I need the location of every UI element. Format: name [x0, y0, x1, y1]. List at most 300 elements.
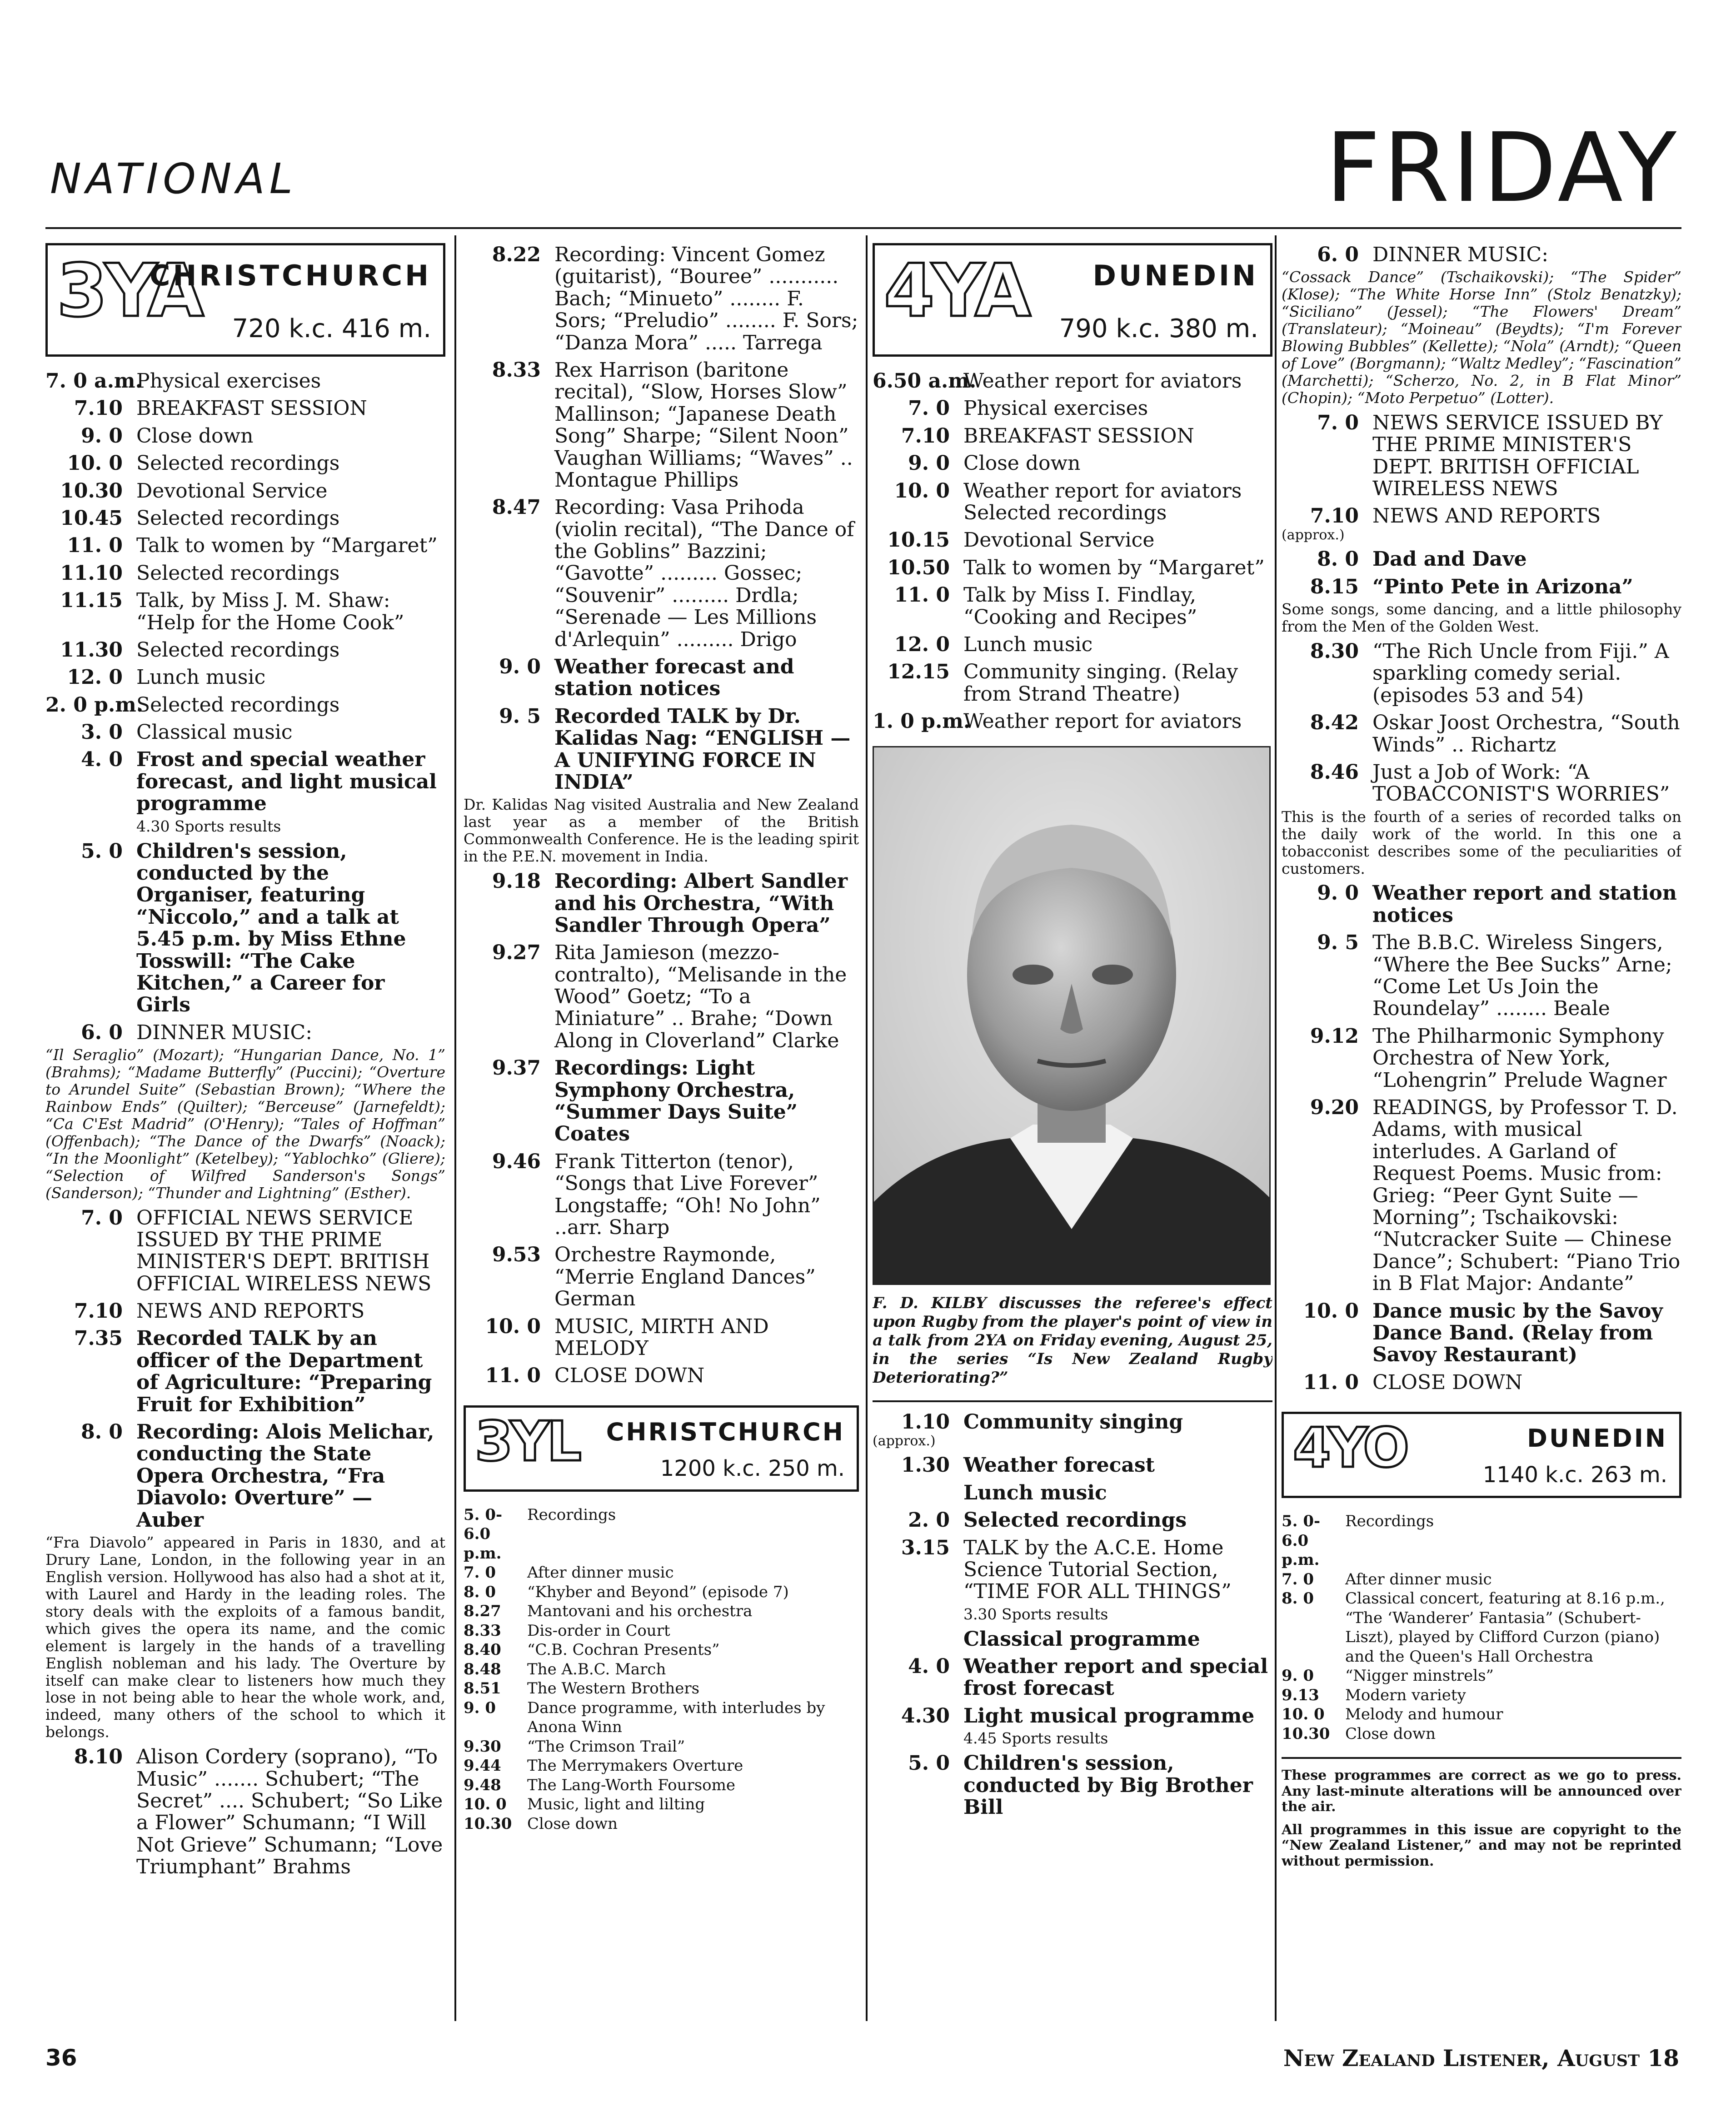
portrait-photo — [873, 746, 1271, 1285]
programme-title: Recordings — [1345, 1512, 1434, 1531]
programme-title: Classical music — [136, 721, 293, 744]
column-3ya — [45, 239, 445, 2011]
programme-title: Community singing — [963, 1410, 1183, 1434]
programme-entry — [464, 1814, 859, 1834]
programme-time: 7. 0 — [1282, 1570, 1314, 1588]
programme-title: Selected recordings — [136, 693, 340, 717]
programme-title: Lunch music — [963, 1481, 1107, 1504]
programme-entry — [1282, 1512, 1681, 1570]
programme-title: “C.B. Cochran Presents” — [527, 1641, 720, 1659]
programme-entry — [873, 1537, 1272, 1603]
station-call-sign: 4YA — [884, 248, 1028, 333]
programme-time: 9. 0 — [1317, 881, 1359, 905]
programme-time: 1.30 — [901, 1454, 950, 1477]
programme-title: Recording: Vincent Gomez (guitarist), “Bouree” ........... Bach; “Minueto” ........ F. Sors; “Preludio” ........ F. Sors; “Danza Mora” ..... Tarrega — [554, 243, 858, 354]
programme-time: 9.46 — [492, 1150, 541, 1173]
programme-entry — [464, 244, 859, 354]
programme-title: Talk, by Miss J. M. Shaw: “Help for the Home Cook” — [136, 589, 404, 634]
programme-time: 6.50 a.m. — [873, 369, 977, 393]
programme-time: 7. 0 — [908, 397, 950, 420]
programme-title: Close down — [1345, 1724, 1436, 1743]
programme-title: Weather report and station notices — [1372, 881, 1677, 927]
programme-entry — [873, 1752, 1272, 1818]
programme-time: 2. 0 — [908, 1509, 950, 1532]
section-rule — [1282, 1757, 1681, 1759]
programme-time: 8.42 — [1310, 711, 1359, 735]
programme-time: 9.12 — [1310, 1024, 1359, 1048]
programme-title: Mantovani and his orchestra — [527, 1602, 753, 1621]
section-label: NATIONAL — [50, 154, 297, 203]
programme-entry — [464, 1057, 859, 1145]
programme-time: 12. 0 — [67, 666, 123, 689]
programme-title: Close down — [963, 452, 1081, 475]
programme-entry — [464, 1679, 859, 1698]
programme-time: 7.10 — [901, 424, 950, 448]
programme-entry — [1282, 932, 1681, 1020]
programme-entry — [464, 1583, 859, 1602]
programme-title: Weather report and special frost forecast — [963, 1655, 1268, 1700]
station-box-4yo — [1282, 1412, 1681, 1498]
programme-entry — [464, 1151, 859, 1239]
programme-time: 8.51 — [464, 1679, 501, 1698]
programme-time: 11. 0 — [1303, 1370, 1359, 1394]
programme-title: Close down — [527, 1814, 618, 1833]
programme-entry — [45, 841, 445, 1016]
station-box-3ya — [45, 243, 445, 357]
programme-title: Physical exercises — [136, 369, 321, 393]
programme-title: MUSIC, MIRTH AND MELODY — [554, 1314, 769, 1360]
programme-entry — [464, 1737, 859, 1757]
programme-note: This is the fourth of a series of recorded talks on the daily work of the world. In this one a tobacconist describes some of the peculiarities of customers. — [1282, 807, 1681, 877]
programme-title: Weather forecast and station notices — [554, 655, 794, 701]
programme-time: 5. 0 — [908, 1752, 950, 1775]
programme-title: Devotional Service — [963, 528, 1155, 552]
programme-list — [873, 370, 1272, 732]
programme-time: 10. 0 — [894, 479, 950, 503]
programme-entry — [464, 1698, 859, 1737]
disclaimer-corrections: These programmes are correct as we go to press. Any last-minute alterations will be announced over the air. — [1282, 1767, 1681, 1815]
programme-time: 11. 0 — [485, 1364, 541, 1388]
programme-title: Frost and special weather forecast, and light musical programme — [136, 748, 437, 816]
portrait-image — [874, 747, 1269, 1284]
programme-time: 9.48 — [464, 1776, 501, 1794]
column-4ya — [873, 239, 1272, 2011]
programme-time: 7. 0 a.m. — [45, 369, 142, 393]
programme-title: CLOSE DOWN — [1372, 1370, 1523, 1394]
sports-results-note: 3.30 Sports results — [963, 1605, 1108, 1623]
programme-time: 2. 0 p.m. — [45, 693, 144, 717]
programme-entry — [1282, 1026, 1681, 1091]
programme-time: 8.48 — [464, 1660, 501, 1678]
programme-time: 11.15 — [60, 589, 123, 612]
programme-time: 12.15 — [887, 660, 950, 684]
programme-time: 1. 0 p.m. — [873, 710, 971, 733]
station-city: DUNEDIN — [1527, 1424, 1667, 1453]
programme-time: 10.15 — [887, 528, 950, 552]
programme-title: Lunch music — [963, 632, 1093, 656]
programme-title: BREAKFAST SESSION — [963, 424, 1194, 448]
programme-title: Light musical programme — [963, 1704, 1255, 1728]
programme-title: Recordings — [527, 1505, 616, 1524]
programme-time: 10.30 — [464, 1814, 512, 1833]
programme-entry — [464, 1563, 859, 1583]
programme-time: 9. 0 — [81, 424, 123, 448]
programme-note: “Fra Diavolo” appeared in Paris in 1830, and at Drury Lane, London, in the following year in an English version. Hollywood has also had a shot at it, with Laurel and Hardy in the leading roles. The story deals with the exploits of a famous bandit, which gives the opera its name, and the comic element is largely in the hands of a travelling English nobleman and his lady. The Overture by itself can make clear to listeners how much they lose in not being able to hear the whole work, and, indeed, many others of the school to which it belongs. — [45, 1533, 445, 1741]
station-call-sign: 4YO — [1293, 1417, 1407, 1480]
programme-entry — [873, 634, 1272, 656]
programme-title: Recording: Albert Sandler and his Orchestra, “With Sandler Through Opera” — [554, 870, 848, 937]
programme-entry — [873, 1628, 1272, 1650]
programme-time: 9. 5 — [1317, 931, 1359, 955]
programme-entry — [464, 871, 859, 936]
programme-entry — [464, 1776, 859, 1795]
programme-title: Recorded TALK by an officer of the Department of Agriculture: “Preparing Fruit for Exhibition” — [136, 1327, 432, 1416]
programme-time: 9.30 — [464, 1737, 501, 1756]
programme-entry — [464, 497, 859, 651]
programme-time: 11. 0 — [67, 534, 123, 558]
programme-title: Recorded TALK by Dr. Kalidas Nag: “ENGLISH — A UNIFYING FORCE IN INDIA” — [554, 704, 851, 794]
programme-title: NEWS AND REPORTS — [1372, 504, 1601, 528]
station-call-sign: 3YL — [475, 1410, 579, 1474]
sports-results-note: 4.45 Sports results — [963, 1729, 1108, 1748]
programme-entry — [873, 711, 1272, 732]
programme-time: 9. 0 — [1282, 1667, 1314, 1685]
station-frequency: 790 k.c. 380 m. — [1059, 314, 1258, 344]
station-box-4ya — [873, 243, 1272, 357]
programme-title: Weather report for aviators — [963, 369, 1242, 393]
programme-title: DINNER MUSIC: — [136, 1021, 313, 1044]
programme-entry — [873, 557, 1272, 579]
programme-title: “The Crimson Trail” — [527, 1737, 685, 1756]
column-divider — [866, 235, 868, 2021]
programme-time: 7. 0 — [81, 1206, 123, 1230]
programme-time: 6. 0 — [81, 1021, 123, 1044]
programme-entry — [1282, 412, 1681, 500]
programme-time: 8.15 — [1310, 575, 1359, 598]
programme-time: 10.30 — [60, 479, 123, 503]
station-call-sign: 3YA — [57, 248, 201, 333]
programme-time: 8.22 — [492, 243, 541, 266]
programme-title: “Pinto Pete in Arizona” — [1372, 575, 1633, 598]
programme-time: 1.10 — [901, 1410, 950, 1434]
programme-entry — [464, 1244, 859, 1310]
programme-title: Weather report for aviators Selected recordings — [963, 479, 1242, 524]
programme-entry — [1282, 244, 1681, 266]
programme-entry — [464, 656, 859, 700]
programme-entry — [45, 667, 445, 688]
programme-time: 7. 0 — [1317, 411, 1359, 434]
programme-entry — [1282, 882, 1681, 926]
programme-entry — [464, 1621, 859, 1641]
programme-entry — [464, 1505, 859, 1563]
day-title: FRIDAY — [1325, 112, 1679, 224]
approx-label: (approx.) — [873, 1433, 936, 1449]
station-frequency: 1140 k.c. 263 m. — [1482, 1462, 1667, 1488]
programme-title: Selected recordings — [963, 1509, 1187, 1532]
programme-entry — [1282, 1705, 1681, 1724]
programme-title: Alison Cordery (soprano), “To Music” ....... Schubert; “The Secret” .... Schubert; “So Like a Flower” Schumann; “I Will Not Grieve” Schumann; “Love Triumphant” Brahms — [136, 1745, 443, 1879]
programme-time: 7.10 — [74, 397, 123, 420]
programme-title: Dance programme, with interludes by Anona Winn — [527, 1698, 825, 1737]
programme-entry — [873, 1411, 1272, 1433]
programme-title: Weather report for aviators — [963, 710, 1242, 733]
programme-time: 9. 0 — [499, 655, 541, 679]
programme-entry — [45, 398, 445, 419]
programme-time: 9.20 — [1310, 1096, 1359, 1119]
programme-time: 12. 0 — [894, 632, 950, 656]
programme-entry — [1282, 548, 1681, 570]
programme-title: READINGS, by Professor T. D. Adams, with musical interludes. A Garland of Request Poems. Music from: Grieg: “Peer Gynt Suite — Morning”; Tschaikovski: “Nutcracker Suite — Chinese Dance”; Schubert: “Piano Trio in B Flat Major: Andante” — [1372, 1096, 1681, 1295]
programme-title: Community singing. (Relay from Strand Theatre) — [963, 660, 1238, 706]
programme-title: CLOSE DOWN — [554, 1364, 705, 1388]
programme-time: 9.27 — [492, 941, 541, 965]
programme-entry — [45, 749, 445, 815]
programme-title: Selected recordings — [136, 506, 340, 530]
station-frequency: 720 k.c. 416 m. — [232, 314, 431, 344]
programme-time — [873, 1482, 963, 1504]
programme-entry — [1282, 1372, 1681, 1394]
programme-title: Recordings: Light Symphony Orchestra, “Summer Days Suite” Coates — [554, 1056, 798, 1146]
programme-time: 8.27 — [464, 1602, 501, 1621]
programme-entry — [1282, 762, 1681, 806]
programme-title: Dis-order in Court — [527, 1621, 670, 1640]
programme-time: 11.10 — [60, 561, 123, 585]
programme-entry — [873, 1705, 1272, 1727]
programme-title: Orchestre Raymonde, “Merrie England Dances” German — [554, 1243, 816, 1311]
programme-time: 10. 0 — [67, 452, 123, 475]
programme-entry — [873, 425, 1272, 447]
programme-entry — [45, 694, 445, 716]
programme-time: 10. 0 — [464, 1795, 507, 1814]
column-divider — [1275, 235, 1277, 2021]
programme-title: The Western Brothers — [527, 1679, 700, 1698]
programme-title: NEWS SERVICE ISSUED BY THE PRIME MINISTER'S DEPT. BRITISH OFFICIAL WIRELESS NEWS — [1372, 411, 1663, 501]
programme-entry — [45, 590, 445, 634]
station-frequency: 1200 k.c. 250 m. — [660, 1455, 845, 1481]
programme-entry — [464, 1660, 859, 1679]
programme-entry — [464, 706, 859, 794]
programme-entry — [45, 1421, 445, 1531]
sports-results-note: 4.30 Sports results — [136, 817, 281, 835]
programme-entry — [464, 1795, 859, 1814]
programme-title: Music, light and lilting — [527, 1795, 705, 1814]
programme-title: Talk by Miss I. Findlay, “Cooking and Recipes” — [963, 583, 1197, 629]
programme-time: 10. 0 — [1282, 1705, 1325, 1724]
approx-label: (approx.) — [1282, 527, 1345, 543]
programme-time: 8.33 — [492, 358, 541, 382]
station-city: CHRISTCHURCH — [606, 1417, 845, 1446]
programme-time: 5. 0-6.0 p.m. — [1282, 1512, 1321, 1569]
programme-note: Dr. Kalidas Nag visited Australia and New Zealand last year as a member of the British Commonwealth Conference. He is the leading spirit in the P.E.N. movement in India. — [464, 796, 859, 866]
programme-title: Children's session, conducted by Big Brother Bill — [963, 1752, 1253, 1819]
programme-time: 9.18 — [492, 870, 541, 893]
programme-title: DINNER MUSIC: — [1372, 243, 1549, 266]
programme-entry — [1282, 1570, 1681, 1589]
programme-title: Melody and humour — [1345, 1705, 1503, 1724]
programme-entry — [45, 1300, 445, 1322]
programme-title: Selected recordings — [136, 561, 340, 585]
programme-time: 8. 0 — [81, 1420, 123, 1444]
programme-time: 5. 0-6.0 p.m. — [464, 1505, 503, 1563]
programme-time: 9.37 — [492, 1056, 541, 1080]
programme-title: Selected recordings — [136, 638, 340, 662]
programme-entry — [45, 535, 445, 557]
programme-title: “Nigger minstrels” — [1345, 1667, 1494, 1685]
programme-entry — [1282, 712, 1681, 756]
programme-list — [1282, 244, 1681, 1394]
programme-entry — [873, 661, 1272, 705]
programme-entry — [1282, 1300, 1681, 1366]
programme-time: 9. 0 — [464, 1698, 496, 1717]
programme-title: The Lang-Worth Foursome — [527, 1776, 736, 1794]
programme-entry — [1282, 1589, 1681, 1666]
programme-entry — [45, 1022, 445, 1044]
programme-entry — [464, 1602, 859, 1621]
programme-note: “Il Seraglio” (Mozart); “Hungarian Dance, No. 1” (Brahms); “Madame Butterfly” (Puccini); “Overture to Arundel Suite” (Sebastian Brown); “Where the Rainbow Ends” (Quilter); “Berceuse” (Jarnefeldt); “Ca C'Est Madrid” (O'Henry); “Tales of Hoffman” (Offenbach); “The Dance of the Dwarfs” (Noack); “In the Moonlight” (Ketelbey); “Yablochko” (Gliere); “Selection of Wilfred Sanderson's Songs” (Sanderson); “Thunder and Lightning” (Esther). — [45, 1046, 445, 1202]
programme-title: Weather forecast — [963, 1454, 1155, 1477]
programme-time: 8. 0 — [1282, 1589, 1314, 1608]
column-4ya-continued — [1282, 239, 1681, 2011]
programme-entry — [45, 563, 445, 584]
programme-entry — [45, 425, 445, 447]
programme-time: 3. 0 — [81, 721, 123, 744]
programme-list — [873, 1411, 1272, 1818]
programme-time — [873, 1628, 963, 1650]
header-rule — [45, 227, 1681, 229]
programme-entry — [873, 529, 1272, 551]
programme-time: 7.10 — [1310, 504, 1359, 528]
programme-title: Devotional Service — [136, 479, 328, 503]
programme-time: 9. 0 — [908, 452, 950, 475]
programme-entry — [464, 1640, 859, 1660]
programme-title: Recording: Alois Melichar, conducting the State Opera Orchestra, “Fra Diavolo: Overture” — Auber — [136, 1420, 434, 1532]
programme-entry — [873, 480, 1272, 524]
programme-entry — [45, 508, 445, 529]
station-city: CHRISTCHURCH — [149, 259, 431, 292]
programme-time: 11.30 — [60, 638, 123, 662]
column-divider — [454, 235, 456, 2021]
programme-time: 10.45 — [60, 506, 123, 530]
programme-list-4yo — [1282, 1512, 1681, 1743]
programme-entry — [1282, 1724, 1681, 1744]
programme-title: Oskar Joost Orchestra, “South Winds” .. Richartz — [1372, 711, 1680, 757]
publication-footer: New Zealand Listener, August 18 — [1283, 2045, 1679, 2071]
programme-entry — [873, 398, 1272, 419]
programme-entry — [873, 584, 1272, 628]
programme-entry — [873, 1509, 1272, 1531]
programme-title: Rex Harrison (baritone recital), “Slow, Horses Slow” Mallinson; “Japanese Death Song” Sharpe; “Silent Noon” Vaughan Williams; “Waves” .. Montague Phillips — [554, 358, 853, 492]
programme-entry — [45, 1207, 445, 1295]
programme-title: Frank Titterton (tenor), “Songs that Live Forever” Longstaffe; “Oh! No John” ..arr. Sharp — [554, 1150, 821, 1239]
programme-time: 9.44 — [464, 1757, 501, 1775]
programme-entry — [464, 359, 859, 491]
programme-title: The Merrymakers Overture — [527, 1757, 743, 1775]
programme-time: 6. 0 — [1317, 243, 1359, 266]
programme-time: 8.47 — [492, 496, 541, 519]
programme-entry — [873, 1454, 1272, 1476]
programme-time: 9.53 — [492, 1243, 541, 1267]
programme-time: 10.50 — [887, 556, 950, 579]
programme-time: 8. 0 — [464, 1583, 496, 1601]
programme-entry — [45, 480, 445, 502]
programme-entry — [1282, 1666, 1681, 1686]
programme-time: 3.15 — [901, 1536, 950, 1559]
programme-time: 11. 0 — [894, 583, 950, 607]
programme-title: Dance music by the Savoy Dance Band. (Relay from Savoy Restaurant) — [1372, 1299, 1663, 1367]
programme-time: 8.30 — [1310, 640, 1359, 663]
programme-entry — [464, 942, 859, 1052]
programme-title: Selected recordings — [136, 452, 340, 475]
programme-title: Classical concert, featuring at 8.16 p.m., “The ‘Wanderer’ Fantasia” (Schubert-Liszt), played by Clifford Curzon (piano) and the Queen's Hall Orchestra — [1345, 1589, 1665, 1666]
programme-list-3yl — [464, 1505, 859, 1834]
programme-entry — [1282, 1686, 1681, 1705]
programme-title: After dinner music — [1345, 1570, 1492, 1588]
programme-entry — [464, 1756, 859, 1776]
programme-title: Recording: Vasa Prihoda (violin recital), “The Dance of the Goblins” Bazzini; “Gavotte” ......... Gossec; “Souvenir” ......... Drdla; “Serenade — Les Millions d'Arlequin” ......... Drigo — [554, 496, 854, 651]
programme-entry — [1282, 641, 1681, 707]
photo-caption: F. D. KILBY discusses the referee's effect upon Rugby from the player's point of view in a talk from 2YA on Friday evening, August 25, in the series “Is New Zealand Rugby Deteriorating?” — [873, 1294, 1272, 1387]
station-box-3yl — [464, 1405, 859, 1492]
programme-time: 10.30 — [1282, 1724, 1330, 1743]
programme-list — [45, 370, 445, 1878]
programme-title: Classical programme — [963, 1627, 1200, 1651]
programme-time: 8.46 — [1310, 760, 1359, 784]
programme-title: OFFICIAL NEWS SERVICE ISSUED BY THE PRIME MINISTER'S DEPT. BRITISH OFFICIAL WIRELESS NEWS — [136, 1206, 432, 1295]
programme-time: 8. 0 — [1317, 548, 1359, 571]
programme-note: Some songs, some dancing, and a little philosophy from the Men of the Golden West. — [1282, 600, 1681, 636]
programme-time: 8.33 — [464, 1621, 501, 1640]
programme-note: “Cossack Dance” (Tschaikovski); “The Spider” (Klose); “The White Horse Inn” (Stolz Benatzky); “Siciliano” (Jessel); “The Flowers' Dream” (Translateur); “Moineau” (Beydts); “I'm Forever Blowing Bubbles” (Kellette); “Nola” (Arndt); “Queen of Love” (Borgmann); “Waltz Medley”; “Fascination” (Marchetti); “Scherzo, No. 2, in B Flat Minor” (Chopin); “Moto Perpetuo” (Lotter). — [1282, 268, 1681, 407]
programme-title: TALK by the A.C.E. Home Science Tutorial Section, “TIME FOR ALL THINGS” — [963, 1536, 1232, 1603]
programme-entry — [873, 1656, 1272, 1700]
section-rule — [873, 1400, 1272, 1402]
programme-time: 5. 0 — [81, 839, 123, 863]
programme-time: 8.40 — [464, 1641, 501, 1659]
programme-entry — [1282, 1097, 1681, 1295]
programme-title: The Philharmonic Symphony Orchestra of New York, “Lohengrin” Prelude Wagner — [1372, 1024, 1667, 1092]
programme-time: 8.10 — [74, 1745, 123, 1769]
programme-entry — [1282, 576, 1681, 598]
programme-title: Children's session, conducted by the Organiser, featuring “Niccolo,” and a talk at 5.45 p.m. by Miss Ethne Tosswill: “The Cake Kitchen,” a Career for Girls — [136, 839, 406, 1017]
programme-title: Modern variety — [1345, 1686, 1466, 1704]
programme-title: Talk to women by “Margaret” — [136, 534, 438, 558]
programme-entry — [45, 453, 445, 474]
programme-list — [464, 244, 859, 1387]
programme-entry — [45, 722, 445, 743]
programme-title: The A.B.C. March — [527, 1660, 666, 1678]
programme-entry — [873, 453, 1272, 474]
programme-title: The B.B.C. Wireless Singers, “Where the Bee Sucks” Arne; “Come Let Us Join the Roundelay” ........ Beale — [1372, 931, 1672, 1021]
programme-entry — [45, 639, 445, 661]
programme-entry — [873, 1482, 1272, 1504]
programme-title: BREAKFAST SESSION — [136, 397, 367, 420]
programme-entry — [45, 1746, 445, 1878]
programme-entry — [873, 370, 1272, 392]
programme-title: NEWS AND REPORTS — [136, 1299, 365, 1323]
programme-time: 4.30 — [901, 1704, 950, 1728]
programme-title: Talk to women by “Margaret” — [963, 556, 1265, 579]
programme-title: Just a Job of Work: “A TOBACCONIST'S WORRIES” — [1372, 760, 1670, 806]
programme-time: 4. 0 — [908, 1655, 950, 1678]
programme-time: 7.35 — [74, 1327, 123, 1350]
programme-time: 7. 0 — [464, 1563, 496, 1582]
programme-title: “Khyber and Beyond” (episode 7) — [527, 1583, 789, 1601]
programme-entry — [45, 370, 445, 392]
programme-title: Dad and Dave — [1372, 548, 1527, 571]
programme-title: Physical exercises — [963, 397, 1148, 420]
programme-title: Rita Jamieson (mezzo-contralto), “Melisande in the Wood” Goetz; “To a Miniature” .. Brahe; “Down Along in Cloverland” Clarke — [554, 941, 847, 1052]
programme-time: 10. 0 — [485, 1314, 541, 1338]
